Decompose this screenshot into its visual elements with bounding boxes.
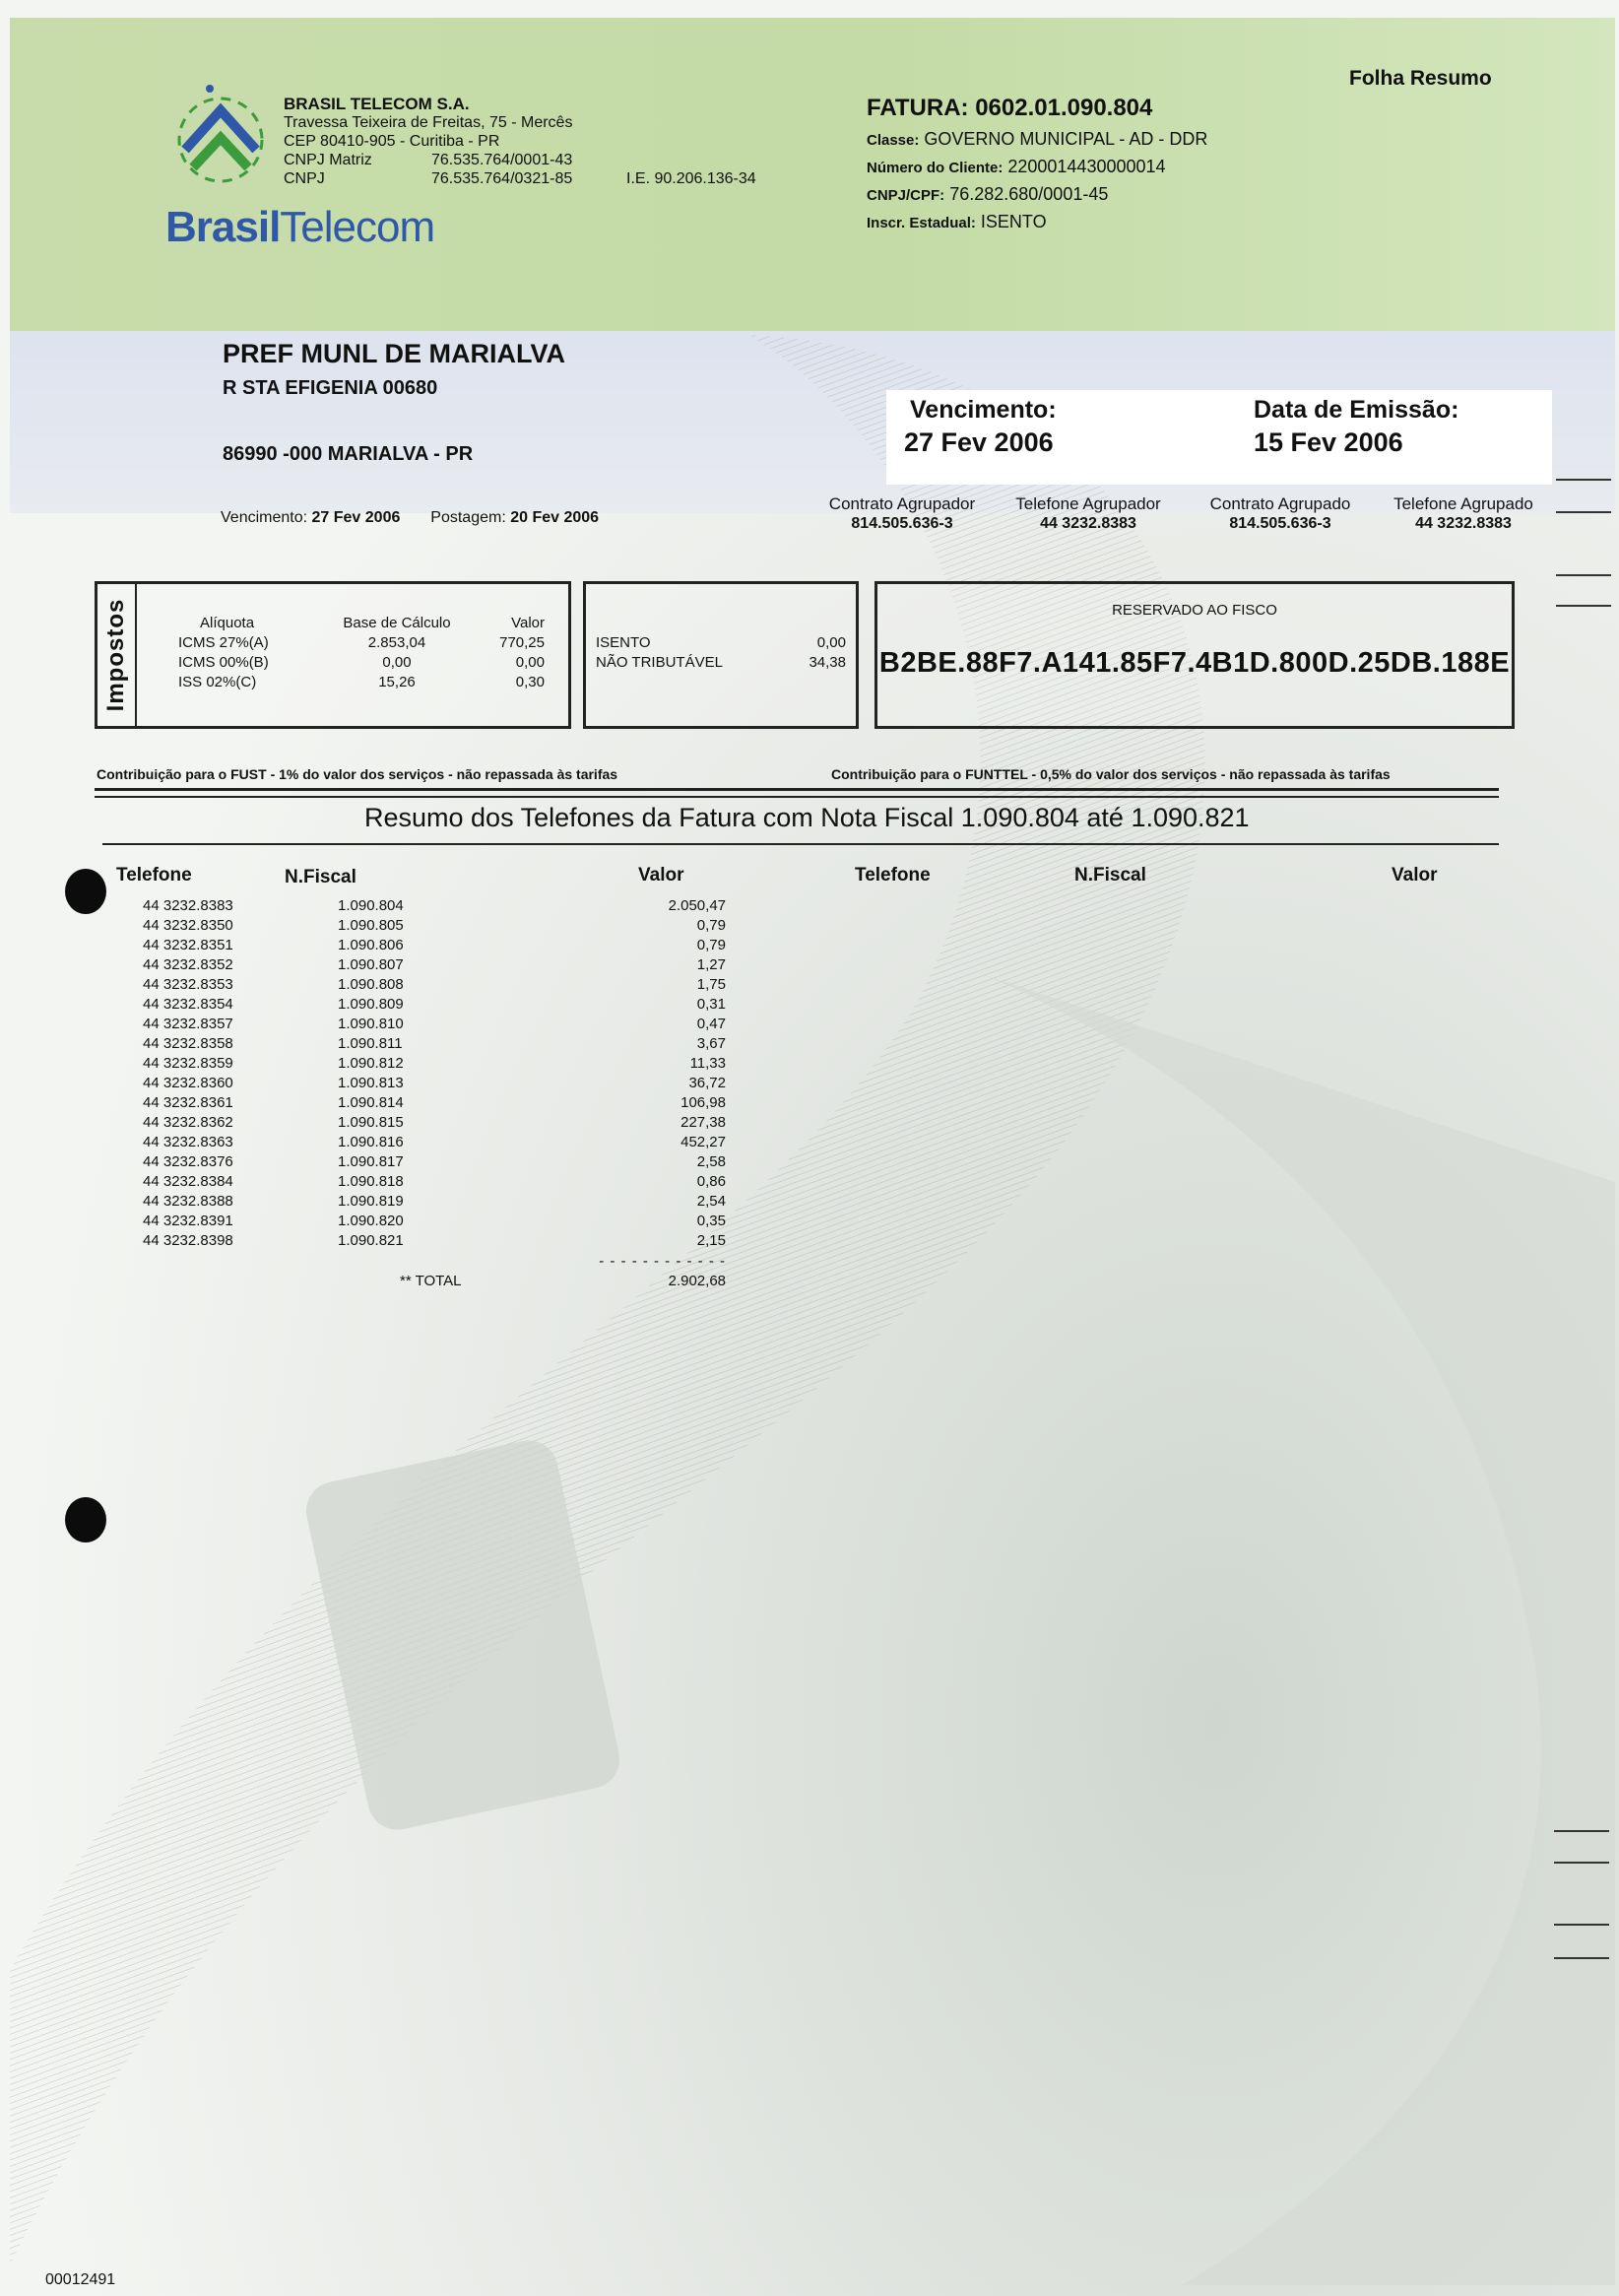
table-cell-valor: 1,75	[696, 976, 726, 993]
table-cell-tel: 44 3232.8398	[143, 1232, 233, 1249]
table-cell-tel: 44 3232.8383	[143, 897, 233, 914]
table-cell-tel: 44 3232.8352	[143, 956, 233, 973]
invoice-number-column	[338, 896, 456, 1251]
tax-cell: 0,00	[382, 654, 412, 671]
col-nfiscal-right: N.Fiscal	[1074, 865, 1146, 886]
brasil-telecom-logo-icon	[165, 81, 276, 199]
table-cell-tel: 44 3232.8391	[143, 1213, 233, 1229]
table-cell-tel: 44 3232.8357	[143, 1016, 233, 1032]
ie-value: I.E. 90.206.136-34	[626, 170, 756, 187]
company-address: Travessa Teixeira de Freitas, 75 - Mercês	[284, 114, 573, 131]
margin-mark	[1554, 1957, 1609, 1959]
table-cell-nf: 1.090.808	[338, 976, 404, 993]
col-valor-right: Valor	[1392, 865, 1438, 886]
tax-header-base: Base de Cálculo	[343, 615, 451, 631]
exempt-box	[583, 581, 859, 729]
fisco-label: RESERVADO AO FISCO	[1112, 602, 1277, 619]
cnpj-value: 76.535.764/0321-85	[431, 170, 573, 187]
tax-row	[178, 653, 545, 673]
grouping-value: 44 3232.8383	[1040, 515, 1136, 532]
summary-title: Resumo dos Telefones da Fatura com Nota Fiscal 1.090.804 até 1.090.821	[364, 803, 1250, 832]
table-cell-nf: 1.090.805	[338, 917, 404, 934]
table-cell-valor: 36,72	[688, 1075, 726, 1091]
company-info	[284, 95, 756, 188]
table-cell-valor: 11,33	[689, 1055, 726, 1072]
table-cell-valor: 1,27	[696, 956, 726, 973]
table-cell-tel: 44 3232.8350	[143, 917, 233, 934]
inscr-label: Inscr. Estadual:	[867, 215, 976, 231]
fisco-code: B2BE.88F7.A141.85F7.4B1D.800D.25DB.188E	[878, 647, 1511, 679]
tax-cell: 0,00	[515, 654, 545, 671]
table-cell-nf: 1.090.807	[338, 956, 404, 973]
margin-mark	[1556, 605, 1611, 607]
table-cell-tel: 44 3232.8353	[143, 976, 233, 993]
table-cell-nf: 1.090.820	[338, 1213, 404, 1229]
sheet-label: Folha Resumo	[1349, 67, 1492, 90]
table-cell-nf: 1.090.818	[338, 1173, 404, 1190]
phone-column	[143, 896, 271, 1251]
tax-cell: 15,26	[378, 674, 416, 690]
tax-cell: ICMS 00%(B)	[178, 654, 269, 671]
tax-row	[178, 633, 545, 653]
company-name: BRASIL TELECOM S.A.	[284, 95, 470, 113]
cnpj-matriz-value: 76.535.764/0001-43	[431, 152, 573, 168]
table-cell-valor: 452,27	[680, 1134, 726, 1150]
grouping-contrato-agrupado	[1186, 494, 1375, 534]
table-cell-valor: 106,98	[680, 1094, 726, 1111]
posting-due-label: Vencimento:	[221, 509, 308, 526]
table-cell-valor: 0,35	[696, 1213, 726, 1229]
col-valor-left: Valor	[638, 865, 684, 886]
taxes-side-label	[97, 584, 137, 726]
col-telefone-left: Telefone	[116, 865, 192, 886]
table-cell-valor: 0,47	[696, 1016, 726, 1032]
recipient-city: 86990 -000 MARIALVA - PR	[223, 443, 474, 465]
table-cell-nf: 1.090.809	[338, 996, 404, 1013]
divider-top	[95, 788, 1499, 791]
logo-light: Telecom	[280, 203, 435, 251]
classe-value: GOVERNO MUNICIPAL - AD - DDR	[924, 129, 1208, 149]
funttel-note: Contribuição para o FUNTTEL - 0,5% do valor dos serviços - não repassada às tarifas	[831, 766, 1391, 782]
table-cell-tel: 44 3232.8376	[143, 1153, 233, 1170]
table-cell-valor: 0,79	[696, 917, 726, 934]
grouping-label: Contrato Agrupador	[828, 494, 976, 513]
invoice-title: FATURA: 0602.01.090.804	[867, 95, 1153, 121]
punch-hole	[65, 869, 106, 914]
tax-header-valor: Valor	[511, 615, 545, 631]
table-cell-nf: 1.090.810	[338, 1016, 404, 1032]
table-cell-valor: 2,54	[696, 1193, 726, 1210]
table-cell-nf: 1.090.815	[338, 1114, 404, 1131]
margin-mark	[1556, 511, 1611, 513]
inscr-value: ISENTO	[980, 212, 1047, 231]
value-column	[611, 896, 726, 1251]
col-nfiscal-left: N.Fiscal	[285, 867, 356, 887]
grouping-telefone-agrupador	[995, 494, 1182, 534]
table-cell-valor: 2,15	[696, 1232, 726, 1249]
table-cell-nf: 1.090.821	[338, 1232, 404, 1249]
tax-row	[178, 673, 545, 692]
table-cell-nf: 1.090.814	[338, 1094, 404, 1111]
taxes-box	[95, 581, 571, 729]
table-cell-tel: 44 3232.8384	[143, 1173, 233, 1190]
posting-line	[221, 509, 599, 527]
tax-header-aliquota: Alíquota	[200, 615, 255, 631]
tax-cell: 770,25	[499, 634, 545, 651]
divider-top-2	[95, 796, 1499, 798]
due-date-label: Vencimento:	[910, 396, 1057, 424]
posting-date-label: Postagem:	[430, 509, 506, 526]
due-date-value: 27 Fev 2006	[904, 427, 1054, 457]
table-cell-tel: 44 3232.8358	[143, 1035, 233, 1052]
table-cell-nf: 1.090.813	[338, 1075, 404, 1091]
table-cell-valor: 0,31	[696, 996, 726, 1013]
tax-cell: 0,30	[515, 674, 545, 690]
col-telefone-right: Telefone	[855, 865, 931, 886]
grouping-telefone-agrupado	[1373, 494, 1554, 534]
table-cell-nf: 1.090.817	[338, 1153, 404, 1170]
grouping-label: Contrato Agrupado	[1209, 494, 1351, 513]
taxes-table	[178, 614, 545, 692]
margin-mark	[1556, 479, 1611, 481]
tax-cell: ISS 02%(C)	[178, 674, 257, 690]
grouping-value: 44 3232.8383	[1415, 515, 1512, 532]
posting-due-value: 27 Fev 2006	[311, 509, 401, 526]
issue-date-value: 15 Fev 2006	[1254, 427, 1403, 457]
table-cell-tel: 44 3232.8360	[143, 1075, 233, 1091]
recipient-name: PREF MUNL DE MARIALVA	[223, 339, 565, 368]
margin-mark	[1556, 574, 1611, 576]
table-cell-valor: 2.050,47	[668, 897, 726, 914]
cnpj-matriz-label: CNPJ Matriz	[284, 152, 372, 168]
table-cell-valor: 2,58	[696, 1153, 726, 1170]
cliente-label: Número do Cliente:	[867, 160, 1004, 176]
fust-note: Contribuição para o FUST - 1% do valor dos serviços - não repassada às tarifas	[97, 766, 618, 782]
taxes-side-text: Impostos	[102, 598, 129, 712]
margin-mark	[1554, 1830, 1609, 1832]
table-cell-nf: 1.090.804	[338, 897, 404, 914]
divider-title	[102, 843, 1499, 845]
table-cell-tel: 44 3232.8388	[143, 1193, 233, 1210]
footer-code: 00012491	[45, 2271, 116, 2288]
fisco-box	[874, 581, 1515, 729]
table-cell-tel: 44 3232.8359	[143, 1055, 233, 1072]
table-cell-tel: 44 3232.8351	[143, 937, 233, 953]
grouping-label: Telefone Agrupado	[1393, 494, 1533, 513]
table-cell-valor: 227,38	[680, 1114, 726, 1131]
cnpj-cpf-value: 76.282.680/0001-45	[949, 184, 1109, 204]
table-cell-nf: 1.090.816	[338, 1134, 404, 1150]
table-cell-valor: 0,79	[696, 937, 726, 953]
table-cell-valor: 3,67	[696, 1035, 726, 1052]
total-value: 2.902,68	[668, 1273, 726, 1289]
recipient-street: R STA EFIGENIA 00680	[223, 377, 438, 399]
isento-value: 0,00	[816, 634, 846, 651]
logo-wordmark	[165, 203, 434, 252]
table-cell-valor: 0,86	[696, 1173, 726, 1190]
margin-mark	[1554, 1862, 1609, 1864]
nao-tributavel-label: NÃO TRIBUTÁVEL	[596, 654, 723, 671]
grouping-value: 814.505.636-3	[1229, 515, 1331, 532]
table-cell-nf: 1.090.806	[338, 937, 404, 953]
table-cell-nf: 1.090.819	[338, 1193, 404, 1210]
grouping-value: 814.505.636-3	[851, 515, 953, 532]
grouping-contrato-agrupador	[808, 494, 997, 534]
company-cep: CEP 80410-905 - Curitiba - PR	[284, 133, 500, 150]
tax-cell: ICMS 27%(A)	[178, 634, 269, 651]
grouping-label: Telefone Agrupador	[1015, 494, 1161, 513]
cnpj-cpf-label: CNPJ/CPF:	[867, 187, 945, 204]
isento-label: ISENTO	[596, 634, 651, 651]
total-label: ** TOTAL	[400, 1273, 462, 1289]
issue-date-label: Data de Emissão:	[1254, 396, 1459, 424]
table-cell-tel: 44 3232.8363	[143, 1134, 233, 1150]
logo-bold: Brasil	[165, 203, 281, 251]
tax-cell: 2.853,04	[367, 634, 426, 651]
cliente-value: 2200014430000014	[1007, 157, 1166, 176]
total-separator: - - - - - - - - - - - -	[599, 1253, 726, 1270]
cnpj-label: CNPJ	[284, 170, 325, 187]
table-cell-tel: 44 3232.8361	[143, 1094, 233, 1111]
margin-mark	[1554, 1924, 1609, 1926]
table-cell-nf: 1.090.811	[338, 1035, 403, 1052]
nao-tributavel-value: 34,38	[809, 654, 846, 671]
invoice-info	[867, 95, 1207, 236]
posting-date-value: 20 Fev 2006	[510, 509, 600, 526]
punch-hole	[65, 1497, 106, 1542]
table-cell-tel: 44 3232.8362	[143, 1114, 233, 1131]
table-cell-tel: 44 3232.8354	[143, 996, 233, 1013]
classe-label: Classe:	[867, 132, 920, 149]
table-cell-nf: 1.090.812	[338, 1055, 404, 1072]
